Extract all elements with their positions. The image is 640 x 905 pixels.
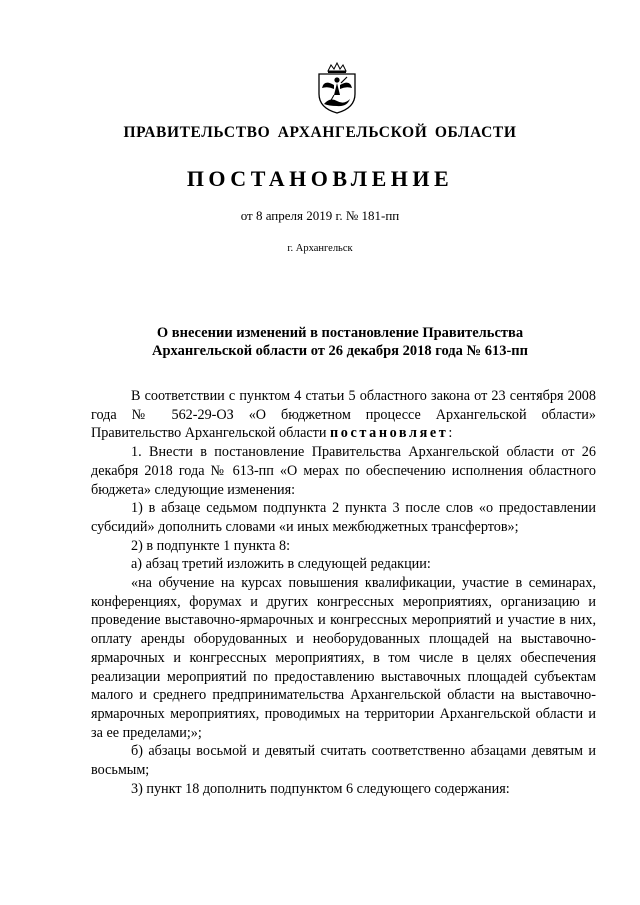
- paragraph: 3) пункт 18 дополнить подпунктом 6 следующего содержания:: [131, 780, 510, 797]
- preamble-text: В соответствии с пунктом 4 статьи 5 областного закона от 23 сентября 2008 года № 562-29-ОЗ «О бюджетном процессе Архангельской области» Правительство Архангельской области: [91, 388, 596, 442]
- subject-line-1: О внесении изменений в постановление Правительства: [156, 325, 524, 341]
- subject-line-2: Архангельской области от 26 декабря 2018 года № 613-пп: [152, 343, 528, 359]
- paragraph: «на обучение на курсах повышения квалификации, участие в семинарах, конференциях, форумах и других конгрессных мероприятиях, организацию и проведение выставочно-ярмарочных и конгрессных мероприятий и участие в них, оплату аренды оборудованных и необорудованных площадей на выставочно-ярмарочных и конгрессных мероприятиях, в том числе в целях обеспечения реализации мероприятий по предоставлению выставочных площадей субъектам малого и среднего предпринимательства Архангельской области на выставочно-ярмарочных мероприятиях, проводимых на территории Архангельской области и за ее пределами;»;: [91, 575, 596, 741]
- government-title: ПРАВИТЕЛЬСТВО АРХАНГЕЛЬСКОЙ ОБЛАСТИ: [123, 124, 517, 141]
- paragraph: 2) в подпункте 1 пункта 8:: [131, 537, 291, 554]
- document-subject: [90, 324, 590, 360]
- decides-word: постановляет: [330, 425, 449, 442]
- document-body: [91, 387, 596, 798]
- paragraph: б) абзацы восьмой и девятый считать соответственно абзацами девятым и восьмым;: [91, 743, 596, 779]
- document-type: ПОСТАНОВЛЕНИЕ: [186, 166, 454, 191]
- document-date-number: от 8 апреля 2019 г. № 181-пп: [240, 208, 400, 223]
- coat-of-arms-icon: [314, 62, 360, 114]
- paragraph: а) абзац третий изложить в следующей редакции:: [131, 556, 431, 573]
- paragraph: 1) в абзаце седьмом подпункта 2 пункта 3 после слов «о предоставлении субсидий» дополнить словами «и иных межбюджетных трансфертов»;: [91, 500, 596, 535]
- preamble-paragraph: [91, 387, 596, 443]
- paragraph: 1. Внести в постановление Правительства Архангельской области от 26 декабря 2018 года № 613-пп «О мерах по обеспечению исполнения областного бюджета» следующие изменения:: [91, 444, 596, 498]
- decides-colon: :: [448, 425, 453, 442]
- document-city: г. Архангельск: [287, 243, 353, 254]
